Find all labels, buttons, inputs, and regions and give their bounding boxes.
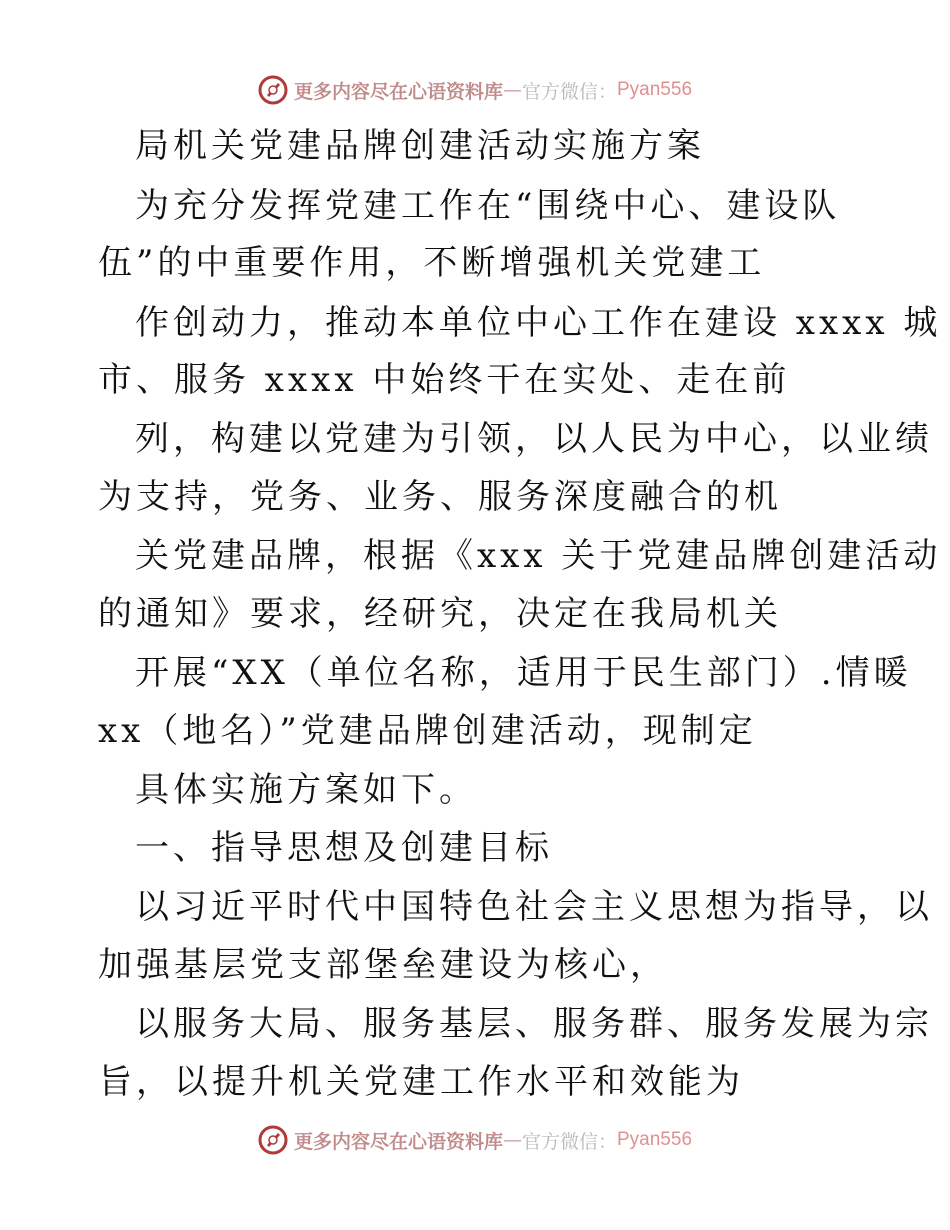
watermark-separator: — — [502, 1129, 522, 1151]
paragraph-line: 开展“XX（单位名称，适用于民生部门）.情暖 — [135, 653, 912, 693]
footer-watermark — [0, 1120, 950, 1160]
paragraph-line: 作创动力，推动本单位中心工作在建设 xxxx 城 — [135, 303, 942, 343]
watermark-text: 更多内容尽在心语资料库 — [293, 1130, 503, 1153]
watermark-wechat-id: Pyan556 — [617, 1129, 693, 1150]
watermark-wechat-id: Pyan556 — [617, 79, 693, 100]
paragraph-line: 具体实施方案如下。 — [135, 770, 477, 810]
paragraph-line: 列，构建以党建为引领，以人民为中心，以业绩 — [135, 419, 933, 459]
paragraph-line: 以服务大局、服务基层、服务群、服务发展为宗 — [135, 1004, 933, 1044]
watermark-text: 更多内容尽在心语资料库 — [293, 80, 503, 103]
section-heading: 一、指导思想及创建目标 — [135, 828, 553, 868]
paragraph-line: 以习近平时代中国特色社会主义思想为指导，以 — [135, 887, 933, 927]
paragraph-line: 市、服务 xxxx 中始终干在实处、走在前 — [98, 360, 791, 400]
watermark-separator: — — [502, 79, 522, 101]
paragraph-line: 关党建品牌，根据《xxx 关于党建品牌创建活动 — [135, 536, 942, 576]
paragraph-line: xx（地名）”党建品牌创建活动，现制定 — [98, 711, 757, 751]
watermark-wechat-label: 官方微信： — [521, 1130, 617, 1153]
paragraph-line: 旨，以提升机关党建工作水平和效能为 — [98, 1062, 744, 1102]
document-title: 局机关党建品牌创建活动实施方案 — [135, 126, 705, 166]
seal-logo-icon — [258, 75, 288, 105]
paragraph-line: 伍”的中重要作用，不断增强机关党建工 — [98, 243, 766, 283]
paragraph-line: 为充分发挥党建工作在“围绕中心、建设队 — [135, 186, 841, 226]
seal-logo-icon — [258, 1125, 288, 1155]
watermark-wechat-label: 官方微信： — [521, 80, 617, 103]
paragraph-line: 加强基层党支部堡垒建设为核心， — [98, 945, 668, 985]
paragraph-line: 的通知》要求，经研究，决定在我局机关 — [98, 594, 782, 634]
header-watermark — [0, 70, 950, 110]
paragraph-line: 为支持，党务、业务、服务深度融合的机 — [98, 477, 782, 517]
